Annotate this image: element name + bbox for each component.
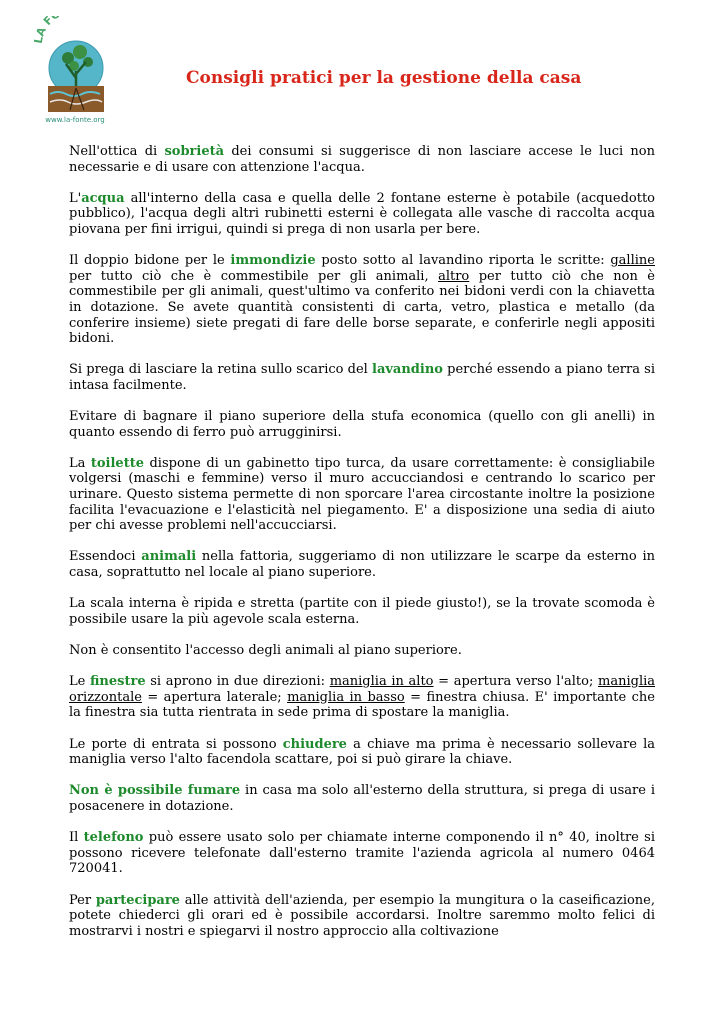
text-run: Nell'ottica di <box>69 144 165 159</box>
logo <box>34 16 116 130</box>
logo-url: www.la-fonte.org <box>45 116 105 124</box>
keyword: acqua <box>81 190 125 206</box>
paragraph-animali <box>69 549 655 580</box>
paragraph-chiudere <box>69 737 655 768</box>
svg-text:LA FONTE <box>34 16 87 45</box>
document-body <box>69 144 655 955</box>
keyword: telefono <box>83 830 144 846</box>
text-run: = apertura laterale; <box>141 689 288 705</box>
text-run: Il doppio bidone per le <box>69 253 231 269</box>
paragraph-scala <box>69 596 655 627</box>
underlined-term: altro <box>438 268 470 284</box>
text-run: si aprono in due direzioni: <box>145 674 330 690</box>
text-run: Essendoci <box>69 549 142 565</box>
text-run: Si prega di lasciare la retina sullo scarico del <box>69 362 373 378</box>
text-run: La scala interna è ripida e stretta (partite con il piede giusto!), se la trovate scomoda è possibile usare la più agevole scala esterna. <box>69 596 655 627</box>
paragraph-finestre <box>69 674 655 721</box>
keyword: immondizie <box>230 253 316 269</box>
tree-logo-icon <box>34 16 116 116</box>
keyword: toilette <box>90 455 144 471</box>
underlined-term: maniglia in alto <box>329 674 434 690</box>
keyword: Non è possibile fumare <box>69 783 241 799</box>
underlined-term: maniglia orizzontale <box>69 674 656 705</box>
paragraph-fumare <box>69 783 655 814</box>
paragraph-partecipare <box>69 893 655 940</box>
paragraph-immondizie <box>69 253 655 347</box>
keyword: finestre <box>89 674 146 690</box>
paragraph-sobrieta <box>69 144 655 175</box>
text-run: La <box>69 455 91 471</box>
keyword: lavandino <box>372 362 443 378</box>
keyword: partecipare <box>95 892 180 908</box>
paragraph-toilette <box>69 456 655 534</box>
text-run: perché essendo a piano terra si intasa facilmente. <box>69 362 655 393</box>
text-run: Le porte di entrata si possono <box>69 736 283 752</box>
text-run: Non è consentito l'accesso degli animali al piano superiore. <box>69 643 462 658</box>
paragraph-telefono <box>69 830 655 877</box>
text-run: posto sotto al lavandino riporta le scritte: <box>315 253 611 269</box>
paragraph-acqua <box>69 191 655 238</box>
keyword: sobrietà <box>164 144 225 159</box>
underlined-term: galline <box>610 253 655 269</box>
text-run: dei consumi si suggerisce di non lasciare accese le luci non necessarie e di usare con attenzione l'acqua. <box>69 144 656 175</box>
keyword: animali <box>141 549 197 565</box>
keyword: chiudere <box>282 736 347 752</box>
text-run: = finestra chiusa. E' importante che la finestra sia tutta rientrata in sede prima di spostare la maniglia. <box>69 689 655 721</box>
text-run: Le <box>69 674 90 690</box>
underlined-term: maniglia in basso <box>287 689 405 705</box>
paragraph-accesso <box>69 643 655 659</box>
text-run: in casa ma solo all'esterno della struttura, si prega di usare i posacenere in dotazione. <box>69 783 655 814</box>
text-run: a chiave ma prima è necessario sollevare la maniglia verso l'alto facendola scattare, poi si può girare la chiave. <box>69 736 655 768</box>
page-title: Consigli pratici per la gestione della casa <box>186 68 582 88</box>
paragraph-lavandino <box>69 362 655 393</box>
text-run: Il <box>69 830 84 846</box>
text-run: Per <box>69 892 96 908</box>
text-run: Evitare di bagnare il piano superiore della stufa economica (quello con gli anelli) in quanto essendo di ferro può arrugginirsi. <box>69 409 655 440</box>
text-run: per tutto ciò che non è commestibile per gli animali, quest'ultimo va conferito nei bidoni verdi con la chiavetta in dotazione. Se avete quantità consistenti di carta, vetro, plastica e metallo (da conferire insieme) siete pregati di fare delle borse separate, e conferirle negli appositi bidoni. <box>69 268 655 347</box>
text-run: nella fattoria, suggeriamo di non utilizzare le scarpe da esterno in casa, soprattutto nel locale al piano superiore. <box>69 549 655 581</box>
text-run: alle attività dell'azienda, per esempio la mungitura o la caseificazione, potete chiederci gli orari ed è possibile accordarsi. Inoltre saremmo molto felici di mostrarvi i nostri e spiegarvi il nostro approccio alla coltivazione <box>69 892 656 939</box>
text-run: = apertura verso l'alto; <box>433 674 599 690</box>
logo-text: A F <box>34 16 56 39</box>
text-run: all'interno della casa e quella delle 2 fontane esterne è potabile (acquedotto pubblico), l'acqua degli altri rubinetti esterni è collegata alle vasche di raccolta acqua piovana per fini irrigui, quindi si prega di non usarla per bere. <box>69 190 655 237</box>
paragraph-stufa <box>69 409 655 440</box>
text-run: L' <box>69 190 82 206</box>
text-run: può essere usato solo per chiamate interne componendo il n° 40, inoltre si possono ricevere telefonate dall'esterno tramite l'azienda agricola al numero 0464 720041. <box>69 830 655 877</box>
text-run: per tutto ciò che è commestibile per gli animali, <box>69 268 439 284</box>
text-run: dispone di un gabinetto tipo turca, da usare correttamente: è consigliabile volgersi (maschi e femmine) verso il muro accucciandosi e centrando lo scarico per urinare. Questo sistema permette di non sporcare l'area circostante inoltre la posizione facilita l'evacuazione e l'elasticità nel piegamento. E' a disposizione una sedia di aiuto per chi avesse problemi nell'accucciarsi. <box>69 455 655 534</box>
